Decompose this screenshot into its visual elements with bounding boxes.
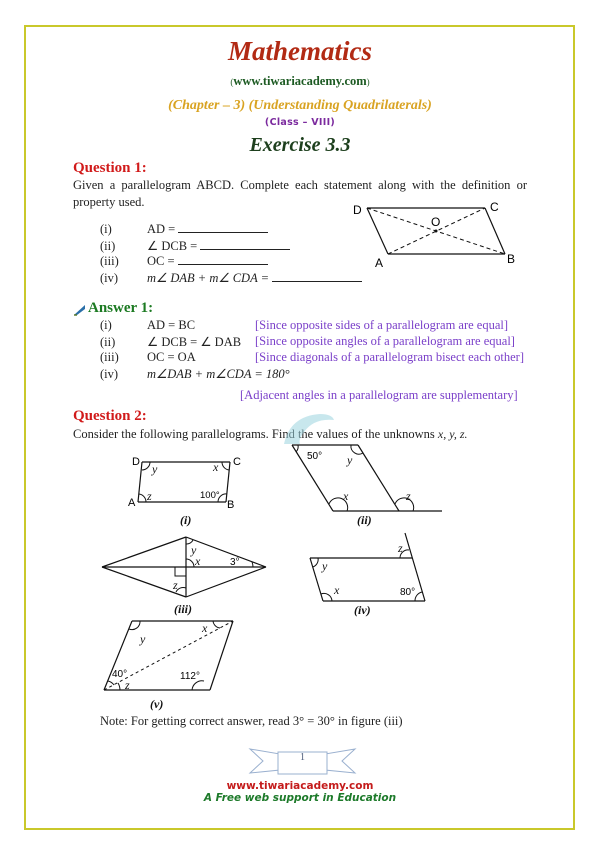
- svg-text:A: A: [375, 256, 384, 270]
- svg-text:B: B: [227, 499, 235, 511]
- svg-text:x: x: [213, 460, 219, 474]
- svg-text:D: D: [132, 456, 140, 468]
- a1-item-4: (iv) m∠DAB + m∠CDA = 180°: [100, 367, 290, 381]
- q1-item-1: (i) AD =: [100, 222, 268, 237]
- a1-reason-1: [Since opposite sides of a parallelogram are equal]: [255, 318, 509, 332]
- question-2-text: Consider the following parallelograms. Find the values of the unknowns x, y, z.: [73, 427, 468, 441]
- svg-text:(i): (i): [180, 513, 192, 527]
- svg-text:O: O: [431, 215, 441, 229]
- question-1-heading: Question 1:: [73, 160, 147, 176]
- footer-tagline: A Free web support in Education: [203, 792, 397, 804]
- svg-text:z: z: [406, 489, 411, 503]
- a1-reason-4: [Adjacent angles in a parallelogram are supplementary]: [240, 388, 518, 402]
- question-2-heading: Question 2:: [73, 408, 147, 424]
- figure-ii: [280, 440, 460, 530]
- figure-iii: [90, 530, 280, 620]
- footer-site-link[interactable]: www.tiwariacademy.com: [226, 780, 374, 792]
- svg-text:112°: 112°: [180, 671, 200, 682]
- svg-text:z: z: [398, 541, 403, 555]
- page-number: 1: [300, 752, 305, 763]
- svg-text:(ii): (ii): [357, 513, 372, 527]
- svg-text:z: z: [147, 489, 152, 503]
- svg-text:x: x: [334, 583, 340, 597]
- question-1-text-line1: Given a parallelogram ABCD. Complete each statement along with the definition or: [73, 178, 527, 192]
- header-site-link[interactable]: www.tiwariacademy.com: [233, 74, 367, 88]
- svg-text:y: y: [152, 462, 158, 476]
- figure-v: [90, 615, 290, 715]
- note-text: Note: For getting correct answer, read 3° = 30° in figure (iii): [100, 714, 403, 728]
- svg-text:3°: 3°: [230, 557, 240, 568]
- svg-text:z: z: [125, 678, 130, 692]
- q1-item-3: (iii) OC =: [100, 254, 268, 269]
- svg-text:y: y: [191, 543, 197, 557]
- a1-item-1: (i) AD = BC: [100, 318, 196, 332]
- pen-icon: [73, 304, 86, 316]
- page-title: Mathematics: [227, 36, 372, 66]
- svg-text:(iii): (iii): [174, 602, 192, 616]
- a1-reason-2: [Since opposite angles of a parallelogram are equal]: [255, 334, 515, 348]
- a1-item-2: (ii) ∠ DCB = ∠ DAB: [100, 335, 242, 349]
- svg-text:y: y: [322, 559, 328, 573]
- svg-text:x: x: [202, 621, 208, 635]
- svg-text:y: y: [140, 632, 146, 646]
- svg-text:D: D: [353, 203, 362, 217]
- a1-item-3: (iii) OC = OA: [100, 350, 196, 364]
- svg-text:(iv): (iv): [354, 603, 371, 617]
- answer-blank: [178, 254, 268, 265]
- svg-text:x: x: [343, 489, 349, 503]
- answer-1-heading: Answer 1:: [88, 300, 154, 316]
- header-site: (www.tiwariacademy.com): [230, 74, 370, 88]
- svg-text:100°: 100°: [200, 490, 220, 501]
- parallelogram-abcd-figure: [345, 195, 525, 270]
- svg-text:C: C: [490, 200, 499, 214]
- svg-text:y: y: [347, 453, 353, 467]
- q1-item-4: (iv) m∠ DAB + m∠ CDA =: [100, 270, 362, 286]
- question-1-text-line2: property used.: [73, 195, 145, 209]
- svg-text:40°: 40°: [112, 669, 128, 680]
- svg-text:B: B: [507, 252, 516, 266]
- answer-blank: [178, 222, 268, 233]
- class-label: (Class – VIII): [264, 117, 336, 128]
- figure-i: [90, 440, 290, 530]
- svg-text:C: C: [233, 456, 241, 468]
- svg-text:50°: 50°: [307, 451, 323, 462]
- svg-text:A: A: [128, 497, 136, 509]
- a1-reason-3: [Since diagonals of a parallelogram bisect each other]: [255, 350, 524, 364]
- exercise-heading: Exercise 3.3: [249, 134, 351, 156]
- svg-text:z: z: [173, 578, 178, 592]
- q1-item-2: (ii) ∠ DCB =: [100, 238, 290, 254]
- answer-blank: [272, 271, 362, 282]
- svg-text:(v): (v): [150, 697, 164, 711]
- chapter-title: (Chapter – 3) (Understanding Quadrilaterals): [168, 98, 432, 113]
- svg-text:80°: 80°: [400, 587, 416, 598]
- answer-blank: [200, 239, 290, 250]
- figure-iv: [290, 530, 450, 620]
- svg-text:x: x: [195, 554, 201, 568]
